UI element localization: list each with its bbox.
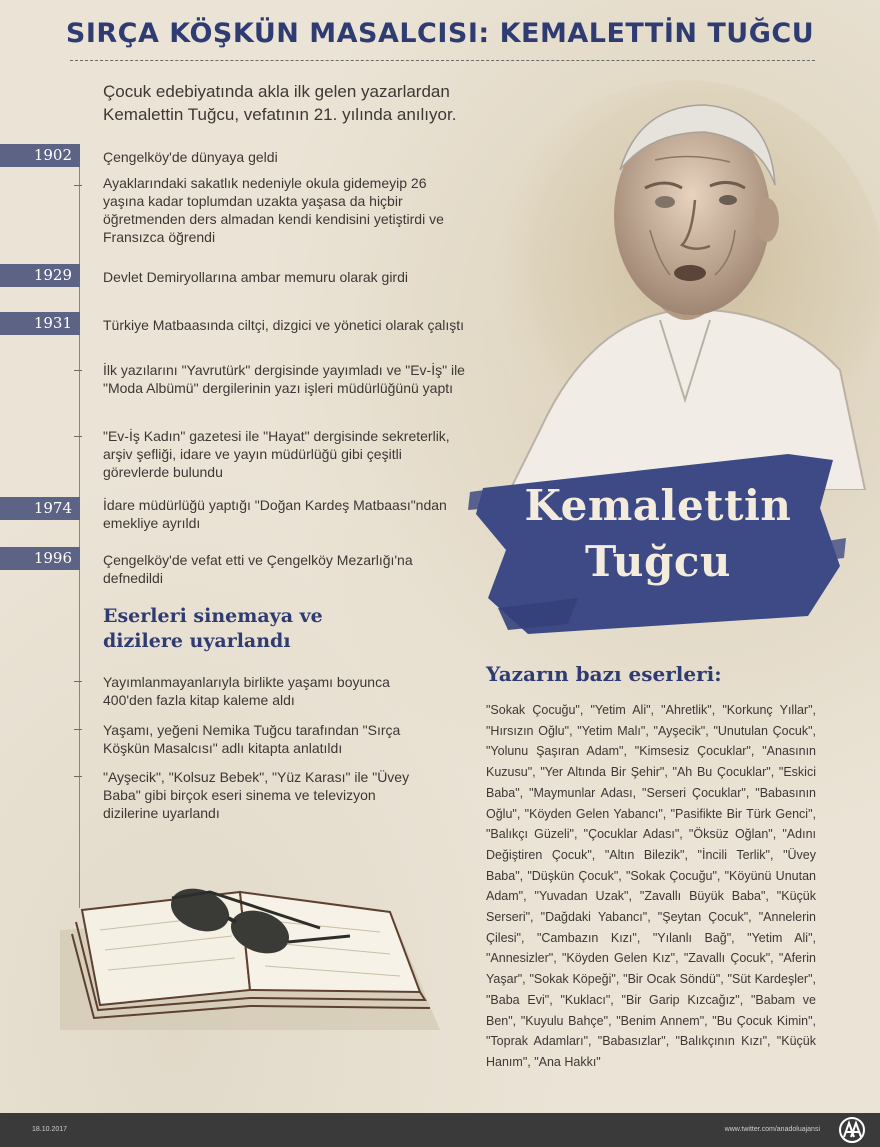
page-title: SIRÇA KÖŞKÜN MASALCISI: KEMALETTİN TUĞCU [65,18,815,49]
timeline-tick [74,776,82,777]
timeline-item: Devlet Demiryollarına ambar memuru olarak girdi [103,269,408,285]
footer-date: 18.10.2017 [32,1126,68,1133]
adaptation-item: Yaşamı, yeğeni Nemika Tuğcu tarafından "Sırça Köşkün Masalcısı" adlı kitapta anlatıldı [103,722,401,756]
timeline-axis [79,148,80,908]
timeline-year: 1974 [0,497,80,520]
timeline-tick [74,370,82,371]
footer-twitter-link[interactable]: www.twitter.com/anadoluajansi [724,1126,820,1133]
author-last-name: Tuğcu [585,537,731,586]
adaptation-item: Yayımlanmayanlarıyla birlikte yaşamı boyunca 400'den fazla kitap kaleme aldı [103,674,390,708]
timeline-tick [74,681,82,682]
works-list: "Sokak Çocuğu", "Yetim Ali", "Ahretlik", "Korkunç Yıllar", "Hırsızın Oğlu", "Yetim Malı", "Ayşecik", "Unutulan Çocuk", "Yolunu Şaşıran Adam", "Kimsesiz Çocuklar", "Anasının Kuzusu", "Yer Altında Bir Şehir", "Ah Bu Çocuklar", "Eskici Baba", "Maymunlar Adası, "Serseri Çocuklar", "Babasının Oğlu", "Köyden Gelen Yabancı", "Pasifikte Bir Türk Genci", "Balıkçı Güzeli", "Çocuklar Adası", "Öksüz Oğlan", "Adını Değiştiren Çocuk", "Altın Bilezik", "İncili Terlik", "Üvey Baba", "Düşkün Çocuk", "Sokak Çocuğu", "Köyünü Unutan Adam", "Yuvadan Uzak", "Zavallı Büyük Baba", "Küçük Serseri", "Dağdaki Yabancı", "Şeytan Çocuk", "Annelerin Çilesi", "Cambazın Kızı", "Yılanlı Bağ", "Yetim Ali", "Annesizler", "Köyden Gelen Kız", "Zavallı Çocuk", "Aferin Yaşar", "Sokak Köpeği", "Bir Ocak Söndü", "Süt Kardeşler", "Baba Evi", "Kuklacı", "Bir Garip Kızcağız", "Babam ve Ben", "Kuyulu Bahçe", "Benim Annem", "Bu Çocuk Kimin", "Toprak Adamları", "Babasızlar", "Balıkçının Kızı", "Küçük Hanım", "Ana Hakkı" [486,703,816,1069]
timeline-tick [74,185,82,186]
timeline-item: Ayaklarındaki sakatlık nedeniyle okula gidemeyip 26 yaşına kadar toplumdan uzakta yaşasa da hiçbir öğretmenden ders almadan kendi kendisini yetiştirdi ve Fransızca öğrendi [103,175,444,245]
anadolu-agency-logo-icon [838,1117,866,1143]
timeline-item: Çengelköy'de vefat etti ve Çengelköy Mezarlığı'na defnedildi [103,552,413,586]
timeline-item: Türkiye Matbaasında ciltçi, dizgici ve yönetici olarak çalıştı [103,317,465,333]
timeline-item: "Ev-İş Kadın" gazetesi ile "Hayat" dergisinde sekreterlik, arşiv şefliği, idare ve yayın müdürlüğü gibi çeşitli görevlerde bulundu [103,428,450,480]
works-heading: Yazarın bazı eserleri: [486,662,722,686]
author-first-name: Kemalettin [524,481,792,530]
timeline-tick [74,729,82,730]
timeline-year: 1902 [0,144,80,167]
adaptations-heading: Eserleri sinemaya ve dizilere uyarlandı [103,605,323,652]
intro-text: Çocuk edebiyatında akla ilk gelen yazarlardan Kemalettin Tuğcu, vefatının 21. yılında anılıyor. [103,82,457,124]
timeline-tick [74,436,82,437]
timeline-year: 1996 [0,547,80,570]
timeline-item: İdare müdürlüğü yaptığı "Doğan Kardeş Matbaası"ndan emekliye ayrıldı [103,497,447,531]
author-portrait [470,70,880,490]
timeline-year: 1931 [0,312,80,335]
adaptation-item: "Ayşecik", "Kolsuz Bebek", "Yüz Karası" ile "Üvey Baba" gibi birçok eseri sinema ve televizyon dizilerine uyarlandı [103,769,410,821]
timeline-item: İlk yazılarını "Yavrutürk" dergisinde yayımladı ve "Ev-İş" ile "Moda Albümü" dergilerinin yazı işleri müdürlüğünü yaptı [103,362,465,396]
footer-bar [0,1113,880,1147]
author-name-banner [468,478,848,590]
title-divider [70,60,815,61]
open-book-with-glasses-illustration [60,870,440,1030]
timeline-item: Çengelköy'de dünyaya geldi [103,149,278,165]
timeline-year: 1929 [0,264,80,287]
